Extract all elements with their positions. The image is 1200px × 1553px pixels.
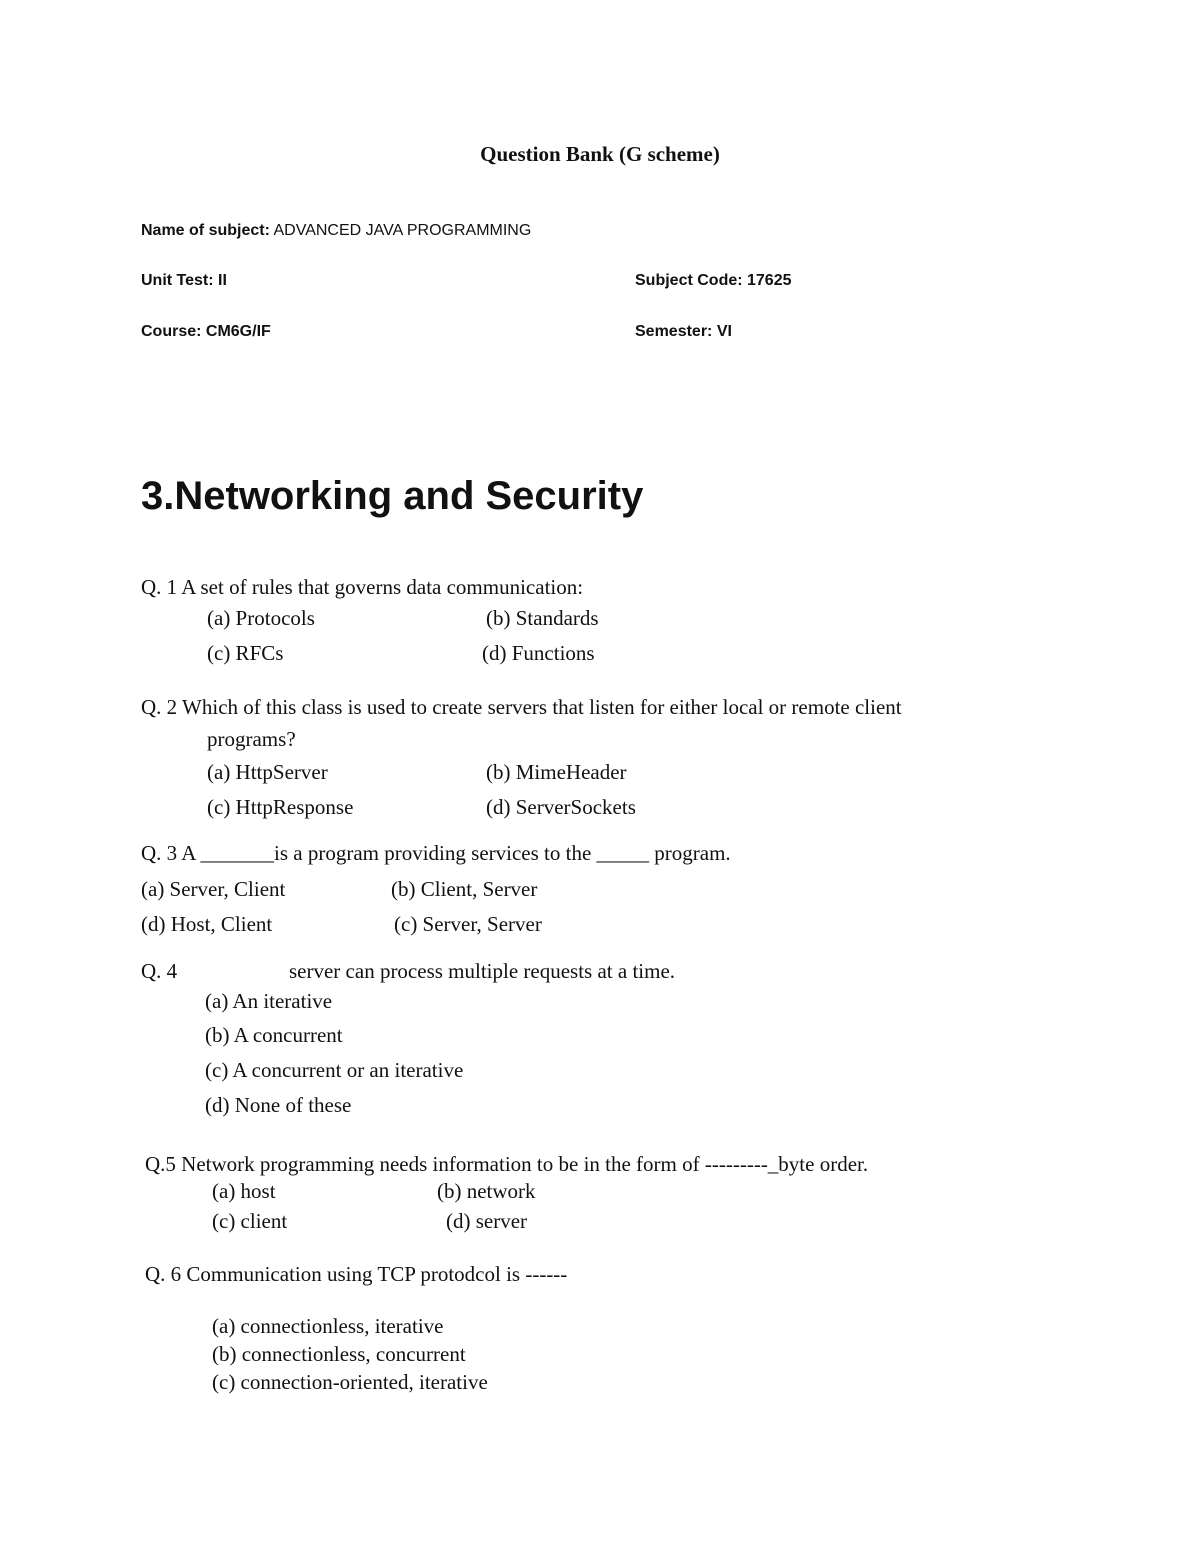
option-2a: (a) HttpServer [207,760,328,784]
option-2d: (d) ServerSockets [486,795,636,819]
option-5a: (a) host [212,1179,276,1203]
subject-label: Name of subject: [141,222,270,239]
option-3c: (c) Server, Server [394,912,542,936]
question-2-cont: programs? [207,727,296,751]
option-3b: (b) Client, Server [391,877,538,901]
option-4c: (c) A concurrent or an iterative [205,1058,464,1082]
subject-code: Subject Code: 17625 [635,272,792,289]
option-5c: (c) client [212,1209,288,1233]
unit-test: Unit Test: II [141,272,227,289]
question-6: Q. 6 Communication using TCP protodcol is ------ [145,1262,568,1286]
option-2c: (c) HttpResponse [207,795,354,819]
option-5d: (d) server [446,1209,528,1233]
section-heading: 3.Networking and Security [141,474,644,518]
option-1b: (b) Standards [486,606,599,630]
question-1: Q. 1 A set of rules that governs data communication: [141,575,584,599]
question-2: Q. 2 Which of this class is used to create servers that listen for either local or remote client [141,695,902,719]
page-title: Question Bank (G scheme) [480,142,720,166]
question-4: server can process multiple requests at a time. [289,959,676,983]
option-1a: (a) Protocols [207,606,315,630]
option-3a: (a) Server, Client [141,877,286,901]
option-4b: (b) A concurrent [205,1023,343,1047]
option-1d: (d) Functions [482,641,595,665]
subject-value: ADVANCED JAVA PROGRAMMING [269,222,532,239]
question-5: Q.5 Network programming needs information to be in the form of ---------_byte order. [145,1152,869,1176]
course: Course: CM6G/IF [141,323,271,340]
subject-line [141,222,531,240]
question-3: Q. 3 A _______is a program providing services to the _____ program. [141,841,731,865]
option-3d: (d) Host, Client [141,912,273,936]
option-2b: (b) MimeHeader [486,760,627,784]
option-4d: (d) None of these [205,1093,352,1117]
option-6b: (b) connectionless, concurrent [212,1342,466,1366]
question-4-number: Q. 4 [141,959,178,983]
semester: Semester: VI [635,323,732,340]
option-5b: (b) network [437,1179,536,1203]
option-6c: (c) connection-oriented, iterative [212,1370,488,1394]
option-1c: (c) RFCs [207,641,284,665]
option-6a: (a) connectionless, iterative [212,1314,444,1338]
option-4a: (a) An iterative [205,989,333,1013]
